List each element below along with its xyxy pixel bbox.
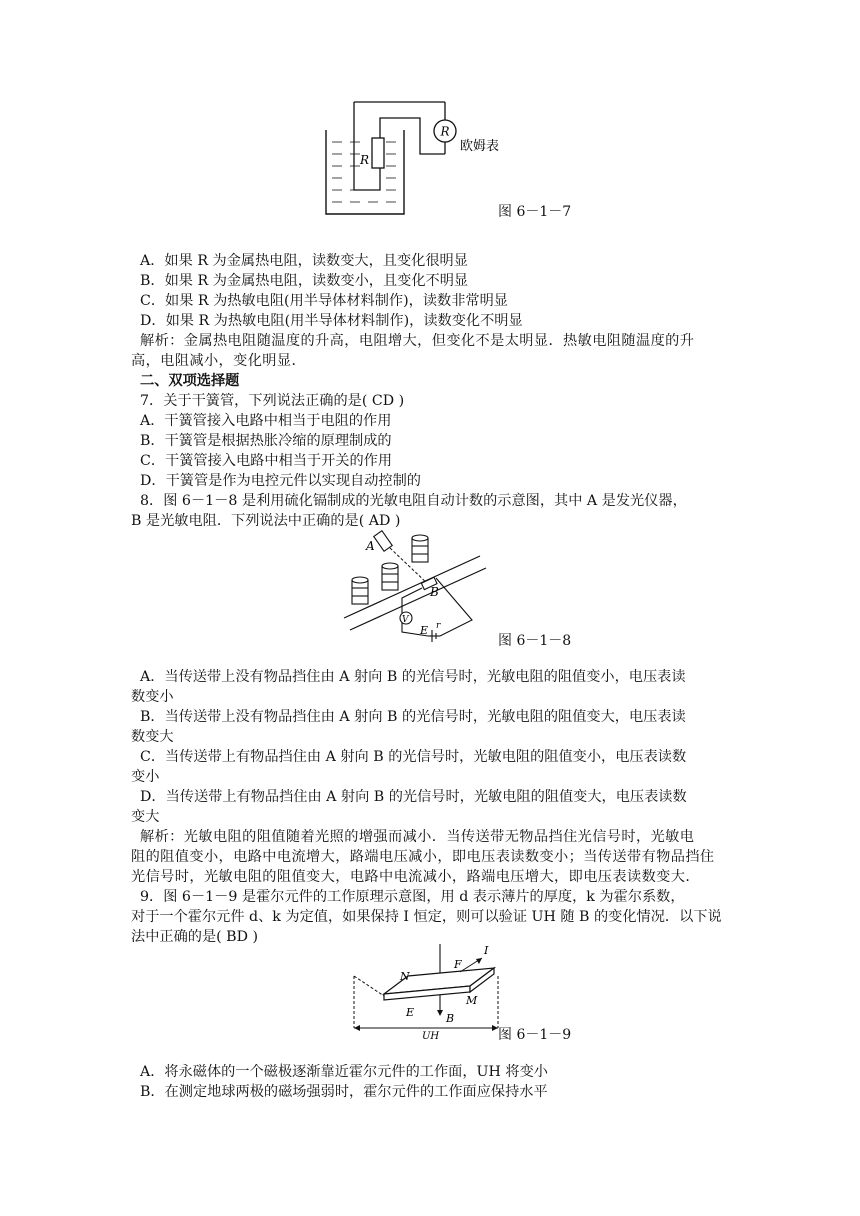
q8-explanation-line-3: 光信号时，光敏电阻的阻值变大，电路中电流减小，路端电压增大，即电压表读数变大． — [131, 869, 700, 885]
beaker — [326, 130, 404, 214]
q6-option-b: B．如果 R 为金属热电阻，读数变小，且变化不明显 — [140, 273, 469, 289]
figure-6-1-8 — [340, 528, 490, 646]
q8-option-d-line-2: 变大 — [131, 809, 160, 825]
q8-option-c-line-1: C．当传送带上有物品挡住由 A 射向 B 的光信号时，光敏电阻的阻值变小，电压表读数 — [140, 749, 687, 765]
q6-explanation-line-1: 解析：金属热电阻随温度的升高，电阻增大，但变化不是太明显．热敏电阻随温度的升 — [140, 333, 695, 349]
label-f: F — [454, 958, 462, 971]
q8-explanation-line-2: 阻的阻值变小，电路中电流增大，路端电压减小，即电压表读数变小；当传送带有物品挡住 — [131, 849, 715, 865]
label-b: B — [430, 585, 439, 599]
q7-option-b: B．干簧管是根据热胀冷缩的原理制成的 — [140, 433, 392, 449]
q9-option-a: A．将永磁体的一个磁极逐渐靠近霍尔元件的工作面，UH 将变小 — [140, 1064, 548, 1080]
q8-option-a-line-2: 数变小 — [131, 689, 174, 705]
label-a: A — [366, 539, 375, 553]
q8-stem-line-1: 8．图 6－1－8 是利用硫化镉制成的光敏电阻自动计数的示意图，其中 A 是发光仪器， — [140, 493, 687, 509]
q6-option-d: D．如果 R 为热敏电阻(用半导体材料制作)，读数变化不明显 — [140, 313, 523, 329]
q6-option-c: C．如果 R 为热敏电阻(用半导体材料制作)，读数非常明显 — [140, 293, 508, 309]
label-i: I — [484, 944, 489, 957]
label-e: E — [406, 1006, 415, 1019]
liquid-hatching — [332, 142, 396, 202]
figure-6-1-9 — [348, 940, 508, 1040]
q9-stem-line-1: 9．图 6－1－9 是霍尔元件的工作原理示意图，用 d 表示薄片的厚度，k 为霍尔系数， — [140, 889, 685, 905]
q8-option-a-line-1: A．当传送带上没有物品挡住由 A 射向 B 的光信号时，光敏电阻的阻值变小，电压表读 — [140, 669, 686, 685]
q9-stem-line-3: 法中正确的是( BD ) — [131, 929, 259, 945]
figure-6-1-7-caption: 图 6－1－7 — [498, 204, 572, 220]
label-r: r — [436, 621, 441, 631]
q8-option-b-line-1: B．当传送带上没有物品挡住由 A 射向 B 的光信号时，光敏电阻的阻值变大，电压表读 — [140, 709, 686, 725]
q8-stem-line-2: B 是光敏电阻．下列说法中正确的是( AD ) — [131, 513, 401, 529]
q6-option-a: A．如果 R 为金属热电阻，读数变大，且变化很明显 — [140, 253, 468, 269]
q8-option-c-line-2: 变小 — [131, 769, 160, 785]
q7-stem: 7．关于干簧管，下列说法正确的是( CD ) — [140, 393, 405, 409]
label-n: N — [400, 970, 410, 983]
ohmmeter-symbol: R — [440, 124, 450, 139]
label-v: V — [402, 615, 409, 625]
q7-option-c: C．干簧管接入电路中相当于开关的作用 — [140, 453, 393, 469]
ohmmeter-icon — [434, 120, 456, 142]
q6-explanation-line-2: 高，电阻减小，变化明显． — [131, 353, 307, 369]
q7-option-a: A．干簧管接入电路中相当于电阻的作用 — [140, 413, 392, 429]
uh-arrow-left — [354, 1025, 360, 1031]
figure-6-1-9-caption: 图 6－1－9 — [498, 1027, 572, 1043]
label-uh: UH — [422, 1031, 440, 1040]
label-b: B — [446, 1012, 455, 1025]
label-m: M — [466, 994, 478, 1007]
light-emitter-icon — [374, 531, 393, 551]
ohmmeter-label: 欧姆表 — [460, 139, 500, 154]
q8-option-d-line-1: D．当传送带上有物品挡住由 A 射向 B 的光信号时，光敏电阻的阻值变大，电压表读数 — [140, 789, 687, 805]
figure-6-1-8-caption: 图 6－1－8 — [498, 633, 572, 649]
resistor-label: R — [360, 153, 370, 167]
section-title: 二、双项选择题 — [140, 373, 240, 389]
q7-option-d: D．干簧管是作为电控元件以实现自动控制的 — [140, 473, 421, 489]
figure-6-1-7 — [320, 98, 520, 220]
q9-option-b: B．在测定地球两极的磁场强弱时，霍尔元件的工作面应保持水平 — [140, 1084, 548, 1100]
field-arrow — [437, 1010, 443, 1016]
q9-stem-line-2: 对于一个霍尔元件 d、k 为定值，如果保持 I 恒定，则可以验证 UH 随 B 的变化情况．以下说 — [131, 909, 722, 925]
q8-explanation-line-1: 解析：光敏电阻的阻值随着光照的增强而减小．当传送带无物品挡住光信号时，光敏电 — [140, 829, 695, 845]
q8-option-b-line-2: 数变大 — [131, 729, 174, 745]
label-e: E — [420, 624, 429, 637]
resistor-probe — [354, 102, 445, 190]
